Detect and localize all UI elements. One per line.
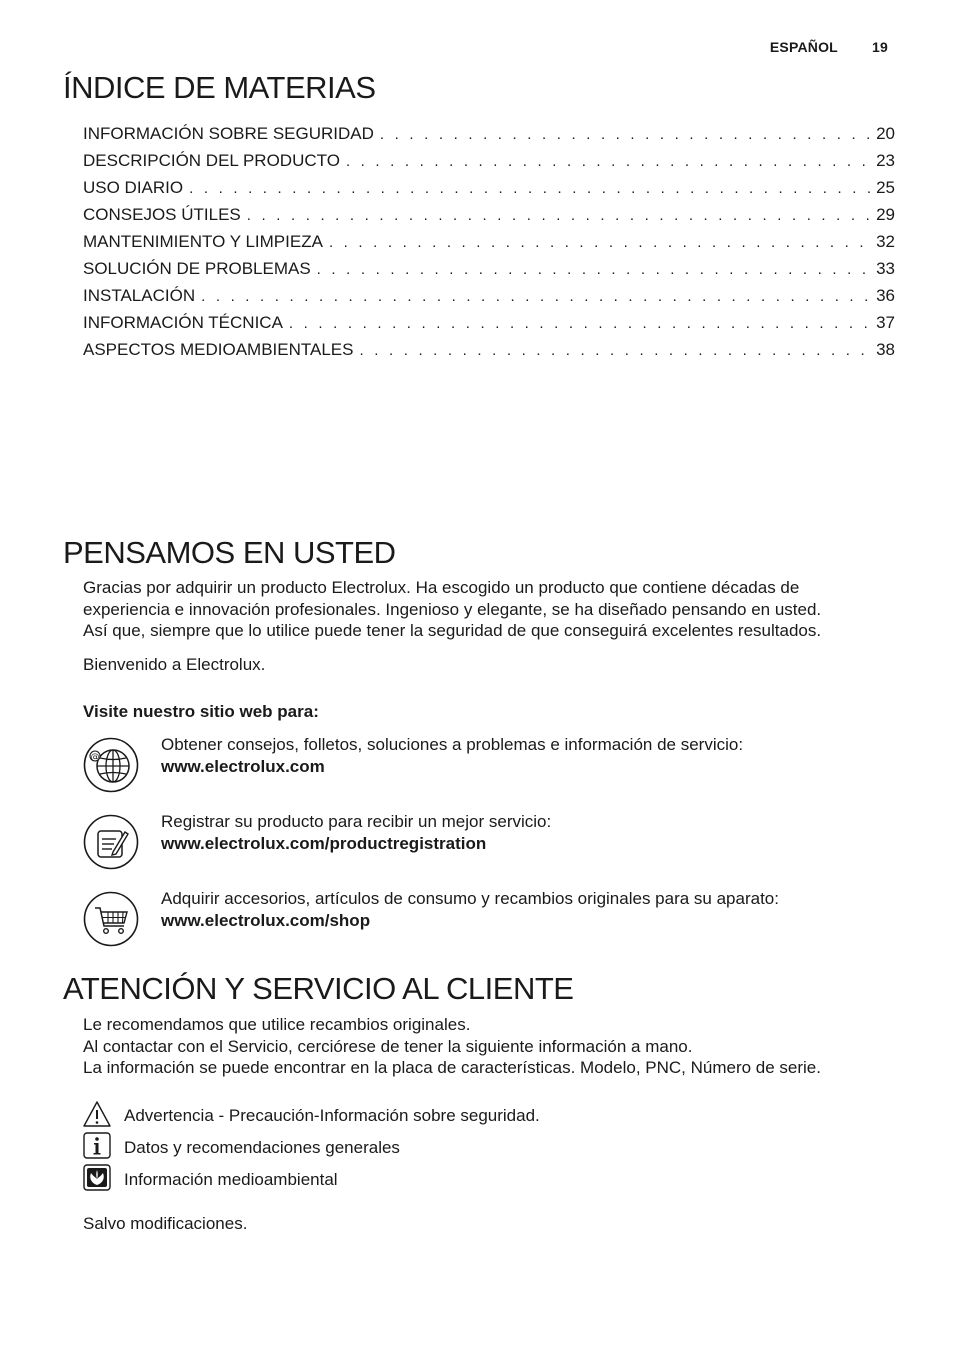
toc-entry-label: INFORMACIÓN SOBRE SEGURIDAD <box>83 124 374 143</box>
visit-label: Visite nuestro sitio web para: <box>83 702 319 721</box>
web-item-support <box>83 737 903 797</box>
web-item-text: Adquirir accesorios, artículos de consumo y recambios originales para su aparato: <box>161 889 779 908</box>
environment-icon <box>83 1164 111 1192</box>
symbol-environment <box>83 1164 783 1192</box>
toc-entry-page: 23 <box>876 151 895 170</box>
toc-entry-label: USO DIARIO <box>83 178 184 197</box>
toc-entry[interactable] <box>83 178 895 205</box>
toc-entry[interactable] <box>83 205 895 232</box>
toc-entry-label: INSTALACIÓN <box>83 286 196 305</box>
intro-paragraph <box>83 577 903 642</box>
care-paragraph <box>83 1014 903 1079</box>
symbol-text: Advertencia - Precaución-Información sobre seguridad. <box>124 1106 540 1125</box>
registration-link[interactable]: www.electrolux.com/productregistration <box>161 833 487 853</box>
support-link[interactable]: www.electrolux.com <box>161 756 325 776</box>
toc-entry[interactable] <box>83 313 895 340</box>
toc-entry[interactable] <box>83 340 895 367</box>
intro-line: experiencia e innovación profesionales. Ingenioso y elegante, se ha diseñado pensando en usted. <box>83 599 822 619</box>
table-of-contents <box>83 124 895 367</box>
toc-entry-page: 37 <box>876 313 895 332</box>
toc-entry-label: SOLUCIÓN DE PROBLEMAS <box>83 259 311 278</box>
toc-entry-page: 32 <box>876 232 895 251</box>
globe-icon <box>83 737 139 793</box>
page-number: 19 <box>872 39 888 55</box>
toc-entry[interactable] <box>83 124 895 151</box>
footer-note: Salvo modificaciones. <box>83 1214 248 1233</box>
intro-line: Gracias por adquirir un producto Electrolux. Ha escogido un producto que contiene décadas de <box>83 578 800 597</box>
toc-entry-page: 25 <box>876 178 895 197</box>
toc-entry-label: ASPECTOS MEDIOAMBIENTALES <box>83 340 354 359</box>
language-label: ESPAÑOL <box>769 39 838 55</box>
toc-entry-page: 33 <box>876 259 895 278</box>
toc-entry-page: 36 <box>876 286 895 305</box>
care-line: Al contactar con el Servicio, cerciórese de tener la siguiente información a mano. <box>83 1036 693 1056</box>
toc-entry-label: MANTENIMIENTO Y LIMPIEZA <box>83 232 323 251</box>
web-item-text: Obtener consejos, folletos, soluciones a problemas e información de servicio: <box>161 735 744 754</box>
toc-entry-page: 38 <box>876 340 895 359</box>
toc-entry[interactable] <box>83 232 895 259</box>
care-title: ATENCIÓN Y SERVICIO AL CLIENTE <box>63 971 574 1006</box>
web-item-shop <box>83 891 903 951</box>
symbol-warning <box>83 1100 783 1128</box>
svg-text:@: @ <box>90 752 100 763</box>
toc-entry-label: DESCRIPCIÓN DEL PRODUCTO <box>83 151 340 170</box>
warning-icon <box>83 1100 111 1128</box>
shopping-cart-icon <box>83 891 139 947</box>
symbol-info <box>83 1132 783 1160</box>
toc-entry[interactable] <box>83 151 895 178</box>
symbol-text: Información medioambiental <box>124 1170 338 1189</box>
toc-entry-page: 20 <box>876 124 895 143</box>
toc-entry-label: CONSEJOS ÚTILES <box>83 205 241 224</box>
web-item-text: Registrar su producto para recibir un mejor servicio: <box>161 812 552 831</box>
welcome-text: Bienvenido a Electrolux. <box>83 655 266 674</box>
toc-entry-page: 29 <box>876 205 895 224</box>
info-icon <box>83 1132 111 1160</box>
page-header <box>770 39 888 55</box>
symbol-text: Datos y recomendaciones generales <box>124 1138 400 1157</box>
toc-entry-label: INFORMACIÓN TÉCNICA <box>83 313 283 332</box>
shop-link[interactable]: www.electrolux.com/shop <box>161 910 371 930</box>
care-line: Le recomendamos que utilice recambios originales. <box>83 1015 471 1034</box>
web-item-registration <box>83 814 903 874</box>
intro-line: Así que, siempre que lo utilice puede tener la seguridad de que conseguirá excelentes resultados. <box>83 621 822 640</box>
registration-icon <box>83 814 139 870</box>
toc-entry[interactable] <box>83 259 895 286</box>
toc-title: ÍNDICE DE MATERIAS <box>63 70 376 105</box>
care-line: La información se puede encontrar en la placa de características. Modelo, PNC, Número de serie. <box>83 1058 821 1077</box>
about-title: PENSAMOS EN USTED <box>63 535 396 570</box>
toc-entry[interactable] <box>83 286 895 313</box>
